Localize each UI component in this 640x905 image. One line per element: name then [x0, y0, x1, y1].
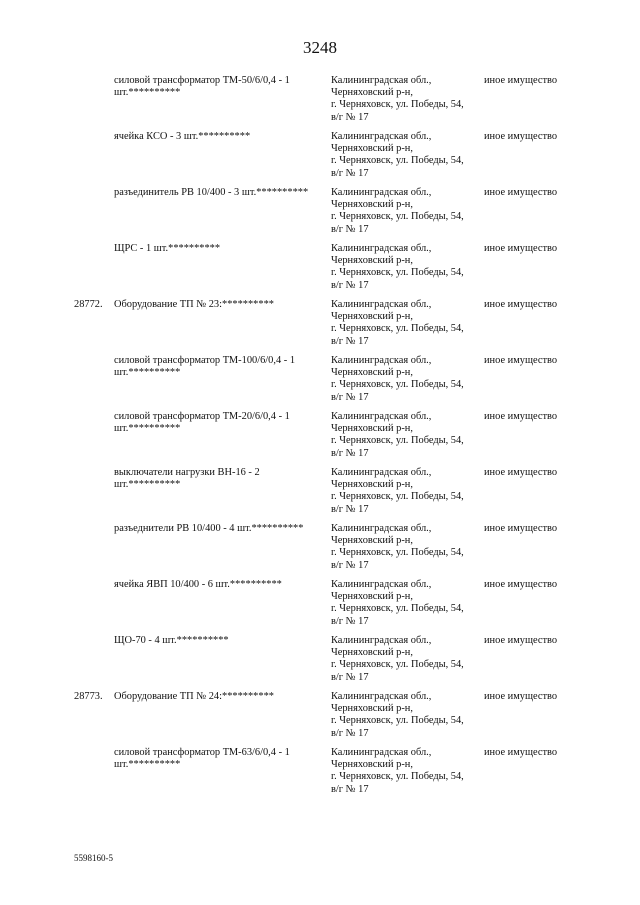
item-type: иное имущество	[484, 75, 558, 86]
item-address	[331, 187, 476, 236]
item-name: разъеднители РВ 10/400 - 4 шт.**********	[114, 523, 304, 534]
list-item	[0, 747, 640, 803]
address-line: Калининградская обл.,	[331, 355, 432, 366]
address-line: г. Черняховск, ул. Победы, 54,	[331, 323, 464, 335]
list-item	[0, 299, 640, 355]
address-line: Черняховский р-н,	[331, 703, 413, 715]
address-line: Калининградская обл.,	[331, 131, 432, 142]
address-line: г. Черняховск, ул. Победы, 54,	[331, 267, 464, 279]
item-name: выключатели нагрузки ВН-16 - 2 шт.**********	[114, 467, 260, 491]
address-line: Черняховский р-н,	[331, 759, 413, 771]
address-line: г. Черняховск, ул. Победы, 54,	[331, 603, 464, 615]
item-name: силовой трансформатор ТМ-100/6/0,4 - 1 шт.**********	[114, 355, 296, 379]
address-line: г. Черняховск, ул. Победы, 54,	[331, 211, 464, 223]
item-type: иное имущество	[484, 131, 558, 142]
address-line: Калининградская обл.,	[331, 579, 432, 590]
item-type: иное имущество	[484, 243, 558, 254]
address-line: в/г № 17	[331, 223, 369, 235]
item-address	[331, 691, 476, 740]
item-address	[331, 411, 476, 460]
address-line: в/г № 17	[331, 559, 369, 571]
address-line: Калининградская обл.,	[331, 243, 432, 254]
address-line: Калининградская обл.,	[331, 411, 432, 422]
item-address	[331, 243, 476, 292]
address-line: Черняховский р-н,	[331, 311, 413, 323]
item-name: силовой трансформатор ТМ-50/6/0,4 - 1 шт.**********	[114, 75, 290, 99]
item-address	[331, 131, 476, 180]
list-item	[0, 131, 640, 187]
item-address	[331, 635, 476, 684]
list-item	[0, 411, 640, 467]
list-item	[0, 523, 640, 579]
item-number: 28773.	[74, 691, 103, 702]
item-type: иное имущество	[484, 299, 558, 310]
item-name: ЩРС - 1 шт.**********	[114, 243, 221, 254]
address-line: в/г № 17	[331, 279, 369, 291]
item-name: ячейка ЯВП 10/400 - 6 шт.**********	[114, 579, 282, 590]
item-address	[331, 747, 476, 796]
address-line: Черняховский р-н,	[331, 479, 413, 491]
item-address	[331, 523, 476, 572]
address-line: Черняховский р-н,	[331, 535, 413, 547]
item-name: ячейка КСО - 3 шт.**********	[114, 131, 251, 142]
item-address	[331, 467, 476, 516]
item-address	[331, 75, 476, 124]
item-type: иное имущество	[484, 523, 558, 534]
item-address	[331, 355, 476, 404]
address-line: Калининградская обл.,	[331, 523, 432, 534]
list-item	[0, 579, 640, 635]
item-number: 28772.	[74, 299, 103, 310]
address-line: г. Черняховск, ул. Победы, 54,	[331, 99, 464, 111]
address-line: г. Черняховск, ул. Победы, 54,	[331, 771, 464, 783]
item-address	[331, 579, 476, 628]
address-line: Калининградская обл.,	[331, 467, 432, 478]
item-name: ЩО-70 - 4 шт.**********	[114, 635, 229, 646]
address-line: в/г № 17	[331, 167, 369, 179]
item-type: иное имущество	[484, 635, 558, 646]
item-name: силовой трансформатор ТМ-63/6/0,4 - 1 шт.**********	[114, 747, 290, 771]
list-item	[0, 691, 640, 747]
address-line: г. Черняховск, ул. Победы, 54,	[331, 491, 464, 503]
item-type: иное имущество	[484, 411, 558, 422]
item-type: иное имущество	[484, 579, 558, 590]
address-line: Калининградская обл.,	[331, 747, 432, 758]
address-line: Калининградская обл.,	[331, 187, 432, 198]
page-number: 3248	[303, 38, 337, 57]
address-line: г. Черняховск, ул. Победы, 54,	[331, 547, 464, 559]
address-line: в/г № 17	[331, 111, 369, 123]
address-line: Черняховский р-н,	[331, 647, 413, 659]
address-line: Калининградская обл.,	[331, 691, 432, 702]
address-line: Черняховский р-н,	[331, 591, 413, 603]
address-line: Калининградская обл.,	[331, 635, 432, 646]
address-line: г. Черняховск, ул. Победы, 54,	[331, 379, 464, 391]
address-line: в/г № 17	[331, 391, 369, 403]
address-line: в/г № 17	[331, 727, 369, 739]
address-line: Черняховский р-н,	[331, 423, 413, 435]
list-item	[0, 243, 640, 299]
item-type: иное имущество	[484, 187, 558, 198]
address-line: Черняховский р-н,	[331, 255, 413, 267]
address-line: г. Черняховск, ул. Победы, 54,	[331, 435, 464, 447]
address-line: в/г № 17	[331, 503, 369, 515]
address-line: г. Черняховск, ул. Победы, 54,	[331, 155, 464, 167]
address-line: г. Черняховск, ул. Победы, 54,	[331, 659, 464, 671]
address-line: г. Черняховск, ул. Победы, 54,	[331, 715, 464, 727]
address-line: Калининградская обл.,	[331, 75, 432, 86]
address-line: в/г № 17	[331, 783, 369, 795]
footer-code: 5598160-5	[74, 853, 113, 863]
address-line: Черняховский р-н,	[331, 199, 413, 211]
address-line: в/г № 17	[331, 335, 369, 347]
list-item	[0, 355, 640, 411]
item-name: разъединитель РВ 10/400 - 3 шт.**********	[114, 187, 309, 198]
item-type: иное имущество	[484, 467, 558, 478]
address-line: в/г № 17	[331, 671, 369, 683]
item-type: иное имущество	[484, 691, 558, 702]
list-item	[0, 635, 640, 691]
item-name: Оборудование ТП № 23:**********	[114, 299, 274, 310]
list-item	[0, 467, 640, 523]
list-item	[0, 187, 640, 243]
list-item	[0, 75, 640, 131]
address-line: Калининградская обл.,	[331, 299, 432, 310]
address-line: Черняховский р-н,	[331, 87, 413, 99]
item-name: силовой трансформатор ТМ-20/6/0,4 - 1 шт.**********	[114, 411, 290, 435]
address-line: Черняховский р-н,	[331, 143, 413, 155]
item-type: иное имущество	[484, 747, 558, 758]
address-line: Черняховский р-н,	[331, 367, 413, 379]
item-name: Оборудование ТП № 24:**********	[114, 691, 274, 702]
address-line: в/г № 17	[331, 447, 369, 459]
address-line: в/г № 17	[331, 615, 369, 627]
item-address	[331, 299, 476, 348]
item-type: иное имущество	[484, 355, 558, 366]
